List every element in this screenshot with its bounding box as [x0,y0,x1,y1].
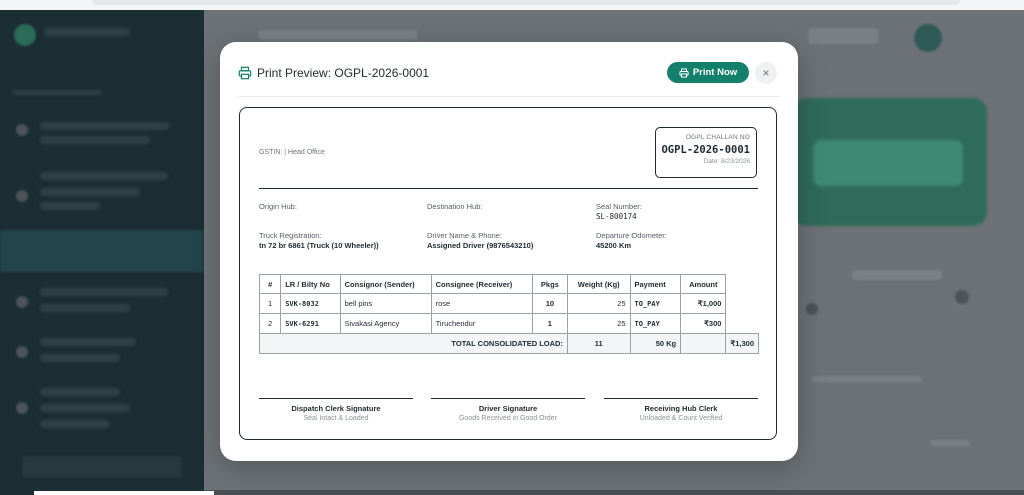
odometer-label: Departure Odometer: [596,231,667,240]
cell-amount: ₹1,000 [681,294,726,314]
seal-number-value: SL-800174 [596,212,637,221]
challan-number: OGPL-2026-0001 [661,144,750,156]
cell-index: 2 [260,314,281,334]
odometer-field [596,231,667,251]
load-table [259,274,759,354]
background-card-inner [813,140,963,186]
sidebar-icon [16,296,28,308]
cell-payment: TO_PAY [630,314,681,334]
background-footer [204,490,1024,495]
challan-number-box [655,127,757,178]
destination-hub-field [427,202,482,212]
signature-title: Receiving Hub Clerk [644,404,718,413]
sidebar-line [40,188,140,196]
driver-signature [431,398,585,422]
col-header-consignor: Consignor (Sender) [340,275,431,294]
destination-hub-label: Destination Hub: [427,202,483,211]
cell-consignor: bell pins [340,294,431,314]
table-row [260,314,759,334]
sidebar-line [40,354,120,362]
sidebar-line [40,304,130,312]
sidebar-line [40,172,168,180]
signature-title: Driver Signature [478,404,538,413]
cell-pkgs: 10 [532,294,567,314]
col-header-weight: Weight (Kg) [567,275,630,294]
col-header-amount: Amount [681,275,726,294]
cell-lr: SVK-6291 [281,314,340,334]
sidebar-line [40,404,130,412]
total-payment-empty [681,334,726,354]
cell-consignor: Sivakasi Agency [340,314,431,334]
sidebar-line [40,388,120,396]
dispatch-clerk-signature [259,398,413,422]
table-total-row [260,334,759,354]
sidebar-line [40,288,168,296]
seal-number-field [596,202,642,222]
print-now-label: Print Now [692,67,738,78]
signature-subtitle: Unloaded & Count Verified [639,415,723,422]
print-preview-modal [220,42,798,461]
challan-document [239,107,777,440]
truck-registration-field [259,231,379,251]
sidebar-line [40,122,170,130]
driver-value: Assigned Driver (9876543210) [427,241,534,250]
print-now-button[interactable] [667,62,749,83]
cell-amount: ₹300 [681,314,726,334]
signature-subtitle: Seal Intact & Loaded [303,415,369,422]
total-pkgs: 11 [567,334,630,354]
sidebar-line [44,28,130,36]
sidebar-line [40,202,100,210]
sidebar-icon [16,124,28,136]
challan-label: OGPL CHALLAN NO [685,134,750,141]
challan-date: Date: 8/23/2026 [703,158,750,165]
total-label: TOTAL CONSOLIDATED LOAD: [260,334,568,354]
printer-icon [679,68,689,78]
sidebar-footer [22,456,182,478]
background-text [812,376,922,382]
browser-topbar [0,0,1024,10]
background-field [852,270,942,280]
cell-consignee: Tiruchendur [431,314,532,334]
driver-field [427,231,533,251]
background-text [930,440,970,446]
signature-subtitle: Goods Received in Good Order [458,415,558,422]
close-icon: × [762,66,770,80]
gstin-text: GSTIN: | Head Office [259,149,325,156]
printer-icon [238,66,252,80]
sidebar-line [40,338,136,346]
truck-registration-value: tn 72 br 6861 (Truck (10 Wheeler)) [259,241,379,250]
total-amount: ₹1,300 [726,334,759,354]
close-button[interactable] [755,62,777,84]
origin-hub-field [259,202,297,212]
cell-index: 1 [260,294,281,314]
background-button [808,28,878,44]
background-icon [806,303,818,315]
col-header-payment: Payment [630,275,681,294]
receiving-hub-clerk-signature [604,398,758,422]
truck-registration-label: Truck Registration: [259,231,322,240]
modal-header [238,62,780,97]
col-header-lr: LR / Bilty No [281,275,340,294]
cell-weight: 25 [567,294,630,314]
seal-number-label: Seal Number: [596,202,642,211]
col-header-index: # [260,275,281,294]
divider [259,188,758,189]
signature-title: Dispatch Clerk Signature [291,404,381,413]
table-row [260,294,759,314]
driver-label: Driver Name & Phone: [427,231,503,240]
cell-lr: SVK-8032 [281,294,340,314]
background-card [793,98,987,226]
cell-weight: 25 [567,314,630,334]
scroll-indicator [34,491,214,495]
cell-payment: TO_PAY [630,294,681,314]
sidebar-line [40,136,150,144]
sidebar-icon [16,402,28,414]
modal-title: Print Preview: OGPL-2026-0001 [257,66,430,80]
sidebar-line [12,90,102,95]
col-header-consignee: Consignee (Receiver) [431,275,532,294]
col-header-pkgs: Pkgs [532,275,567,294]
avatar [914,24,942,52]
background-icon [955,290,969,304]
sidebar-active-item [0,230,204,272]
table-header-row [260,275,759,294]
odometer-value: 45200 Km [596,241,632,250]
address-bar [92,0,960,5]
sidebar-icon [16,190,28,202]
background-heading [258,30,418,40]
total-weight: 50 Kg [630,334,681,354]
sidebar [0,10,204,495]
origin-hub-label: Origin Hub: [259,202,297,211]
sidebar-line [40,420,110,428]
sidebar-icon [16,346,28,358]
app-logo [14,24,36,46]
cell-consignee: rose [431,294,532,314]
cell-pkgs: 1 [532,314,567,334]
